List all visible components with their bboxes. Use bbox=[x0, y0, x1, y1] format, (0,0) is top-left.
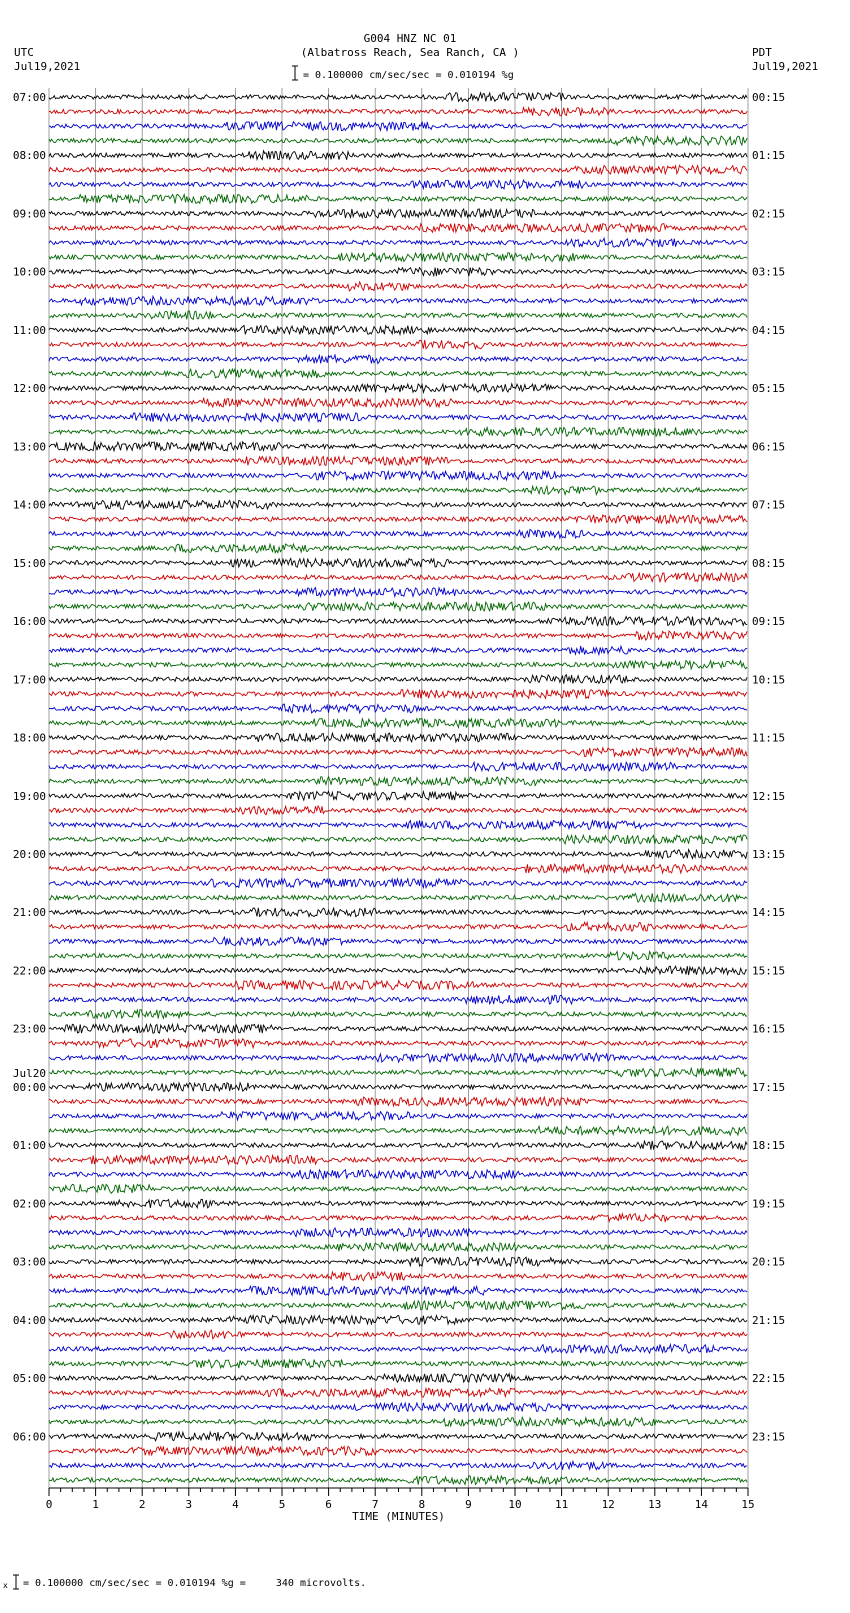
trace-line bbox=[49, 1359, 747, 1368]
svg-text:x: x bbox=[3, 1581, 8, 1590]
pdt-hour-label: 05:15 bbox=[752, 382, 786, 396]
utc-hour-label: 22:00 bbox=[12, 964, 46, 978]
utc-hour-label: 06:00 bbox=[12, 1430, 46, 1444]
x-tick-label: 0 bbox=[45, 1498, 53, 1511]
utc-hour-label: 19:00 bbox=[12, 789, 46, 803]
pdt-hour-label: 18:15 bbox=[752, 1139, 786, 1153]
trace-line bbox=[49, 806, 747, 815]
utc-hour-label: 14:00 bbox=[12, 498, 46, 512]
trace-line bbox=[49, 1053, 747, 1062]
trace-line bbox=[49, 631, 747, 640]
trace-line bbox=[49, 1083, 747, 1092]
trace-line bbox=[49, 238, 747, 247]
x-tick-label: 2 bbox=[138, 1498, 146, 1511]
trace-line bbox=[49, 1126, 747, 1135]
x-tick-label: 11 bbox=[554, 1498, 569, 1511]
trace-line bbox=[49, 850, 747, 859]
pdt-hour-label: 00:15 bbox=[752, 91, 786, 104]
trace-line bbox=[49, 675, 747, 684]
x-tick-label: 14 bbox=[694, 1498, 709, 1511]
trace-line bbox=[49, 136, 747, 145]
trace-line bbox=[49, 515, 747, 524]
pdt-hour-label: 04:15 bbox=[752, 323, 786, 337]
trace-line bbox=[49, 529, 747, 538]
trace-line bbox=[49, 180, 747, 189]
trace-line bbox=[49, 1228, 747, 1237]
trace-line bbox=[49, 1345, 747, 1354]
x-tick-label: 3 bbox=[185, 1498, 193, 1511]
trace-line bbox=[49, 165, 747, 174]
trace-line bbox=[49, 1141, 747, 1150]
trace-line bbox=[49, 500, 747, 509]
trace-line bbox=[49, 588, 747, 597]
pdt-hour-label: 01:15 bbox=[752, 149, 786, 163]
trace-line bbox=[49, 1243, 747, 1252]
utc-hour-label: 05:00 bbox=[12, 1372, 46, 1386]
pdt-hour-label: 08:15 bbox=[752, 556, 786, 570]
pdt-hour-label: 03:15 bbox=[752, 265, 786, 279]
trace-line bbox=[49, 224, 747, 233]
utc-hour-label: 02:00 bbox=[12, 1197, 46, 1211]
footer-scale-bar-icon bbox=[3, 1574, 19, 1590]
utc-hour-label: 18:00 bbox=[12, 731, 46, 745]
trace-line bbox=[49, 296, 747, 305]
trace-line bbox=[49, 486, 747, 494]
utc-hour-label: 04:00 bbox=[12, 1313, 46, 1327]
trace-line bbox=[49, 1301, 747, 1310]
trace-line bbox=[49, 835, 747, 844]
trace-line bbox=[49, 253, 747, 262]
utc-hour-label: 13:00 bbox=[12, 440, 46, 454]
trace-line bbox=[49, 748, 747, 757]
pdt-hour-label: 16:15 bbox=[752, 1022, 786, 1036]
utc-hour-label: 01:00 bbox=[12, 1139, 46, 1153]
trace-line bbox=[49, 660, 747, 669]
trace-line bbox=[49, 194, 747, 203]
trace-line bbox=[49, 209, 747, 218]
trace-line bbox=[49, 879, 747, 888]
utc-hour-label: 16:00 bbox=[12, 615, 46, 629]
station-location: (Albatross Reach, Sea Ranch, CA ) bbox=[300, 46, 520, 59]
pdt-hour-label: 14:15 bbox=[752, 906, 786, 920]
left-timezone: UTC bbox=[14, 46, 34, 59]
pdt-hour-label: 22:15 bbox=[752, 1372, 786, 1386]
pdt-hour-label: 02:15 bbox=[752, 207, 786, 221]
trace-line bbox=[49, 1039, 747, 1048]
left-date: Jul19,2021 bbox=[14, 60, 81, 73]
utc-hour-label: 09:00 bbox=[12, 207, 46, 221]
utc-hour-label: 08:00 bbox=[12, 149, 46, 163]
trace-line bbox=[49, 893, 747, 902]
utc-hour-label: 20:00 bbox=[12, 848, 46, 862]
trace-line bbox=[49, 471, 747, 480]
utc-hour-label: 15:00 bbox=[12, 556, 46, 570]
pdt-hour-label: 23:15 bbox=[752, 1430, 786, 1444]
utc-hour-label: 00:00 bbox=[12, 1080, 46, 1094]
x-tick-label: 15 bbox=[741, 1498, 755, 1511]
trace-line bbox=[49, 1403, 747, 1412]
trace-line bbox=[49, 1388, 747, 1397]
trace-line bbox=[49, 952, 747, 960]
trace-line bbox=[49, 1257, 747, 1266]
trace-line bbox=[49, 1286, 747, 1295]
x-tick-label: 6 bbox=[325, 1498, 332, 1511]
trace-line bbox=[49, 762, 747, 771]
pdt-hour-label: 20:15 bbox=[752, 1255, 786, 1269]
x-tick-label: 5 bbox=[278, 1498, 286, 1511]
pdt-hour-label: 15:15 bbox=[752, 964, 786, 978]
trace-line bbox=[49, 355, 747, 364]
x-tick-label: 7 bbox=[371, 1498, 379, 1511]
utc-hour-label: 17:00 bbox=[12, 673, 46, 687]
trace-line bbox=[49, 1476, 747, 1485]
pdt-hour-label: 10:15 bbox=[752, 673, 786, 687]
trace-line bbox=[49, 311, 747, 319]
trace-line bbox=[49, 733, 747, 742]
trace-line bbox=[49, 340, 747, 349]
trace-line bbox=[49, 777, 747, 786]
pdt-hour-label: 11:15 bbox=[752, 731, 786, 745]
station-title: G004 HNZ NC 01 bbox=[363, 32, 457, 45]
trace-line bbox=[49, 427, 747, 436]
pdt-hour-label: 07:15 bbox=[752, 498, 786, 512]
pdt-hour-label: 12:15 bbox=[752, 789, 786, 803]
trace-line bbox=[49, 268, 747, 276]
trace-line bbox=[49, 384, 747, 393]
trace-line bbox=[49, 1155, 747, 1164]
pdt-hour-label: 21:15 bbox=[752, 1313, 786, 1327]
trace-line bbox=[49, 1068, 747, 1077]
trace-line bbox=[49, 1010, 747, 1019]
trace-line bbox=[49, 864, 747, 873]
trace-line bbox=[49, 1214, 747, 1222]
pdt-hour-label: 09:15 bbox=[752, 615, 786, 629]
trace-line bbox=[49, 442, 747, 451]
trace-line bbox=[49, 1374, 747, 1383]
trace-line bbox=[49, 602, 747, 611]
trace-line bbox=[49, 122, 747, 131]
trace-line bbox=[49, 922, 747, 931]
trace-line bbox=[49, 719, 747, 728]
trace-line bbox=[49, 791, 747, 800]
trace-line bbox=[49, 690, 747, 699]
trace-line bbox=[49, 326, 747, 335]
trace-line bbox=[49, 1170, 747, 1179]
utc-hour-label: 21:00 bbox=[12, 906, 46, 920]
trace-line bbox=[49, 369, 747, 378]
pdt-hour-label: 06:15 bbox=[752, 440, 786, 454]
trace-line bbox=[49, 1417, 747, 1426]
trace-line bbox=[49, 1184, 747, 1193]
x-tick-label: 12 bbox=[601, 1498, 615, 1511]
scale-text: = 0.100000 cm/sec/sec = 0.010194 %g bbox=[303, 70, 514, 81]
trace-line bbox=[49, 908, 747, 917]
trace-line bbox=[49, 937, 747, 946]
trace-line bbox=[49, 398, 747, 407]
trace-line bbox=[49, 704, 747, 713]
x-axis-label: TIME (MINUTES) bbox=[352, 1510, 445, 1523]
trace-line bbox=[49, 544, 747, 553]
trace-line bbox=[49, 1461, 747, 1469]
right-date: Jul19,2021 bbox=[752, 60, 819, 73]
utc-hour-label: 10:00 bbox=[12, 265, 46, 279]
utc-hour-label: 03:00 bbox=[12, 1255, 46, 1269]
trace-line bbox=[49, 995, 747, 1004]
utc-hour-label: 11:00 bbox=[12, 323, 46, 337]
utc-hour-label: 07:00 bbox=[12, 91, 46, 104]
right-timezone: PDT bbox=[752, 46, 772, 59]
trace-line bbox=[49, 1199, 747, 1208]
trace-line bbox=[49, 821, 747, 830]
trace-line bbox=[49, 1097, 747, 1106]
x-tick-label: 1 bbox=[92, 1498, 99, 1511]
trace-line bbox=[49, 617, 747, 626]
trace-line bbox=[49, 981, 747, 990]
trace-line bbox=[49, 1024, 747, 1033]
date-change-label: Jul20 bbox=[12, 1066, 46, 1080]
x-tick-label: 9 bbox=[465, 1498, 472, 1511]
pdt-hour-label: 19:15 bbox=[752, 1197, 786, 1211]
trace-line bbox=[49, 1330, 747, 1339]
utc-hour-label: 23:00 bbox=[12, 1022, 46, 1036]
trace-line bbox=[49, 1315, 747, 1324]
trace-line bbox=[49, 1112, 747, 1121]
trace-line bbox=[49, 1272, 747, 1281]
x-tick-label: 13 bbox=[648, 1498, 662, 1511]
pdt-hour-label: 17:15 bbox=[752, 1080, 786, 1094]
x-tick-label: 8 bbox=[418, 1498, 426, 1511]
trace-line bbox=[49, 457, 747, 466]
trace-line bbox=[49, 573, 747, 582]
trace-line bbox=[49, 151, 747, 160]
trace-line bbox=[49, 1432, 747, 1441]
pdt-hour-label: 13:15 bbox=[752, 848, 786, 862]
trace-line bbox=[49, 559, 747, 568]
trace-line bbox=[49, 107, 747, 115]
trace-line bbox=[49, 282, 747, 291]
x-tick-label: 10 bbox=[508, 1498, 522, 1511]
trace-line bbox=[49, 966, 747, 975]
trace-line bbox=[49, 93, 747, 102]
utc-hour-label: 12:00 bbox=[12, 382, 46, 396]
footer-scale-text: = 0.100000 cm/sec/sec = 0.010194 %g = 340 microvolts. bbox=[23, 1578, 367, 1589]
trace-line bbox=[49, 413, 747, 422]
x-tick-label: 4 bbox=[232, 1498, 239, 1511]
trace-line bbox=[49, 646, 747, 655]
trace-line bbox=[49, 1446, 747, 1455]
